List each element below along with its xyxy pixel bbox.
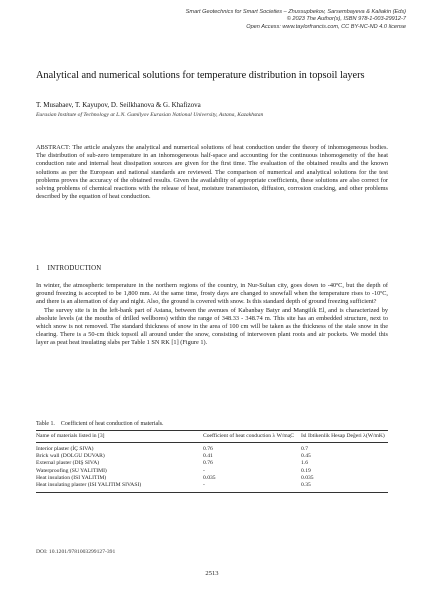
table-header-cell: Coefficient of heat conduction λ W/mᶏC (203, 433, 294, 439)
header-line-license: Open Access: www.taylorfrancis.com, CC BY-NC-ND 4.0 license (246, 23, 406, 30)
abstract: ABSTRACT: The article analyzes the analytical and numerical solutions of heat conduction under the theory of inhomogeneous bodies. The distribution of sub-zero temperature in an inhomogeneous half-space and accounting for the continuous inhomogeneity of the heat conduction rate and internal heat dissipation sources are given for the first time. The evaluation of the obtained results and the known solutions as per the European and national standards are reviewed. The comparison of numerical and analytical solutions for the test problems proves the accuracy of the obtained results. Given the availability of appropriate coefficients, these solutions are also correct for solving problems of chemical reactions with the release of heat, moisture transmission, diffusion, corrosion cracking, and other problems described by the equation of heat conduction. (36, 144, 388, 201)
section-number: 1 (36, 265, 40, 272)
table-row (36, 482, 388, 493)
paragraph: The survey site is in the left-bank part of Astana, between the avenues of Kabanbay Batyr and Mangilik El, and is characterized by absolute levels (at the mouths of drilled wellbores) within the range of 348.33 - 348.74 m. This site has an embedded structure, next to which snow is not removed. The standard thickness of snow in the area of 100 cm will be taken as the thickness of the stale snow in the clearing. There is a 50-cm thick topsoil all around under the snow, consisting of interwoven plant roots and air pockets. We model this layer as peat heat insulating slabs per Table 1 SN RK [1] (Figure 1). (36, 306, 388, 347)
table-cell: 0.76 (203, 460, 213, 467)
table-caption (36, 421, 164, 427)
section-title: INTRODUCTION (47, 265, 102, 272)
table-row (36, 442, 388, 453)
page-number: 2513 (205, 570, 219, 577)
doi-footer: DOI: 10.1201/9781003299127-391 (36, 549, 116, 555)
table-cell: 0.7 (301, 445, 308, 452)
header-line-editors: Smart Geotechnics for Smart Societies – Zhussupbekov, Sarsembayeva & Kaliakin (Eds) (185, 9, 406, 15)
table-cell: Heat insulation (ISI YALITIM) (36, 474, 107, 481)
table-row (36, 467, 388, 474)
table-cell: 0.45 (301, 453, 311, 459)
table-cell: 0.35 (301, 482, 311, 489)
materials-table (36, 430, 388, 493)
table-caption-text: Coefficient of heat conduction of materials. (60, 421, 164, 427)
table-cell: 0.035 (301, 474, 314, 481)
table-row (36, 460, 388, 467)
table-cell: Interior plaster (İÇ SIVA) (36, 445, 94, 452)
table-cell: External plaster (DIŞ SIVA) (36, 460, 100, 467)
table-cell: Waterproofing (SU YALITIMI) (36, 467, 107, 474)
table-cell: 1.6 (301, 460, 308, 467)
author-affiliation: Eurasian Institute of Technology at L.N. Gumilyov Eurasian National University, Astana, Kazakhstan (36, 112, 264, 118)
table-cell: 0.76 (203, 445, 213, 452)
table-cell: Heat insulating plaster (ISI YALITIM SIVASI) (36, 482, 142, 489)
table-cell: - (203, 482, 205, 489)
table-cell: Brick wall (DOLGU DUVAR) (36, 453, 105, 459)
table-header-row (36, 431, 388, 443)
table-row (36, 453, 388, 460)
author-list: T. Musabaev, T. Kayupov, D. Seilkhanova & G. Khafizova (36, 101, 201, 109)
table-row (36, 475, 388, 482)
table-cell: 0.41 (203, 453, 213, 459)
paper-title: Analytical and numerical solutions for temperature distribution in topsoil layers (36, 70, 365, 81)
table-caption-label: Table 1. (36, 421, 55, 427)
table-cell: - (203, 467, 205, 474)
table-cell: 0.19 (301, 467, 311, 474)
body-text (36, 282, 388, 348)
book-header (16, 9, 406, 31)
table-header-cell: Isl Ibtikenlik Hesap Değeri λ(W/mK) (301, 433, 385, 439)
paragraph: In winter, the atmospheric temperature in the northern regions of the country, in Nur-Sultan city, goes down to -40ºC, but the depth of ground freezing is accepted to be 1,800 mm. At the same time, frosty days are changed to snowfall when the temperature rises to -10ºC, and there is an alternation of day and night. Also, the ground is covered with snow. Is this standard depth of ground freezing sufficient? (36, 282, 388, 306)
table-header-cell: Name of materials listed in [3] (36, 433, 105, 439)
table-cell: 0.035 (203, 474, 216, 481)
header-line-isbn: © 2023 The Author(s), ISBN 978-1-003-29912-7 (286, 16, 406, 23)
section-heading (36, 265, 101, 272)
